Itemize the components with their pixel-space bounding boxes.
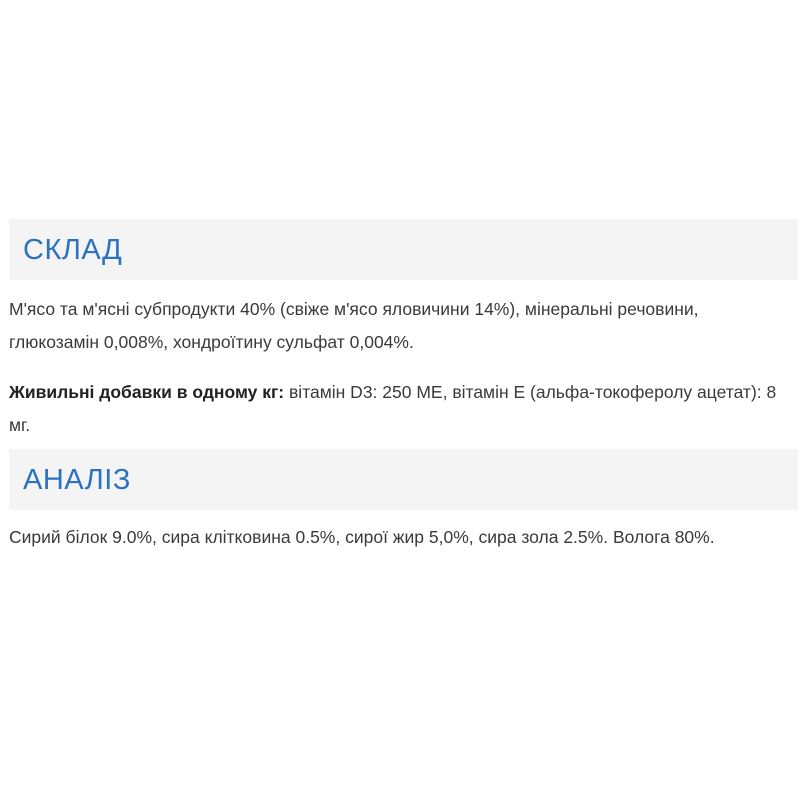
supplements-label: Живильні добавки в одному кг: [9, 382, 285, 402]
supplements-paragraph [9, 376, 791, 442]
composition-header [9, 219, 798, 280]
composition-text: М'ясо та м'ясні субпродукти 40% (свіже м'ясо яловичини 14%), мінеральні речовини, глюкозамін 0,008%, хондроїтину сульфат 0,004%. [9, 299, 699, 352]
analysis-title: АНАЛІЗ [23, 464, 131, 496]
composition-title: СКЛАД [23, 234, 123, 266]
supplements-text: вітамін D3: 250 МЕ, вітамін Е (альфа-токоферолу ацетат): 8 мг. [9, 382, 777, 435]
analysis-header [9, 449, 798, 510]
analysis-text: Сирий білок 9.0%, сира клітковина 0.5%, сирої жир 5,0%, сира зола 2.5%. Волога 80%. [9, 527, 715, 547]
